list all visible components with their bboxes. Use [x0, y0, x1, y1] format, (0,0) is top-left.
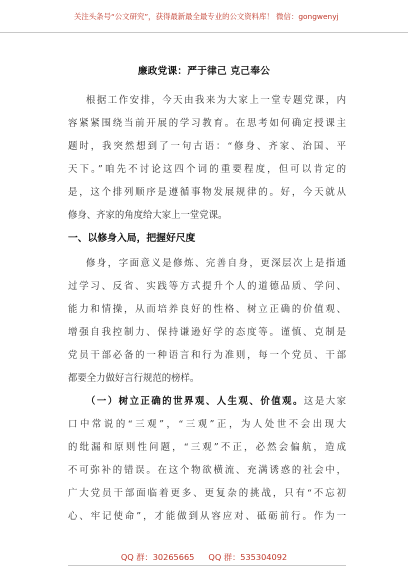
paragraph-1-line: 根据工作安排，今天由我来为大家上一堂专题党课，内 [86, 95, 346, 106]
paragraph-1-line: 天下。”咱先不讨论这四个词的重要程度，但可以肯定的 [68, 164, 346, 175]
footer-qq-group-2: QQ 群：535304092 [208, 552, 288, 562]
subsection-heading-1: （一）树立正确的世界观、人生观、价值观。 [86, 396, 304, 407]
paragraph-2-line: 修身，字面意义是修炼、完善自身，更深层次上是指通 [86, 258, 346, 269]
paragraph-2-line: 党员干部必备的一种语言和行为准则，每一个党员、干部 [68, 350, 346, 361]
paragraph-2-line: 能力和情操，从而培养良好的性格、树立正确的价值观、 [68, 304, 346, 315]
paragraph-3-first-line [86, 394, 346, 410]
paragraph-1-line: 修身、齐家的角度给大家上一堂党课。 [68, 210, 228, 221]
paragraph-3-line: 口中常说的“三观”，“三观”正，为人处世不会出现大 [68, 419, 346, 430]
paragraph-2-line: 增强自我控制力、保持谦逊好学的态度等。谨慎、克制是 [68, 327, 346, 338]
header-promo-banner [0, 6, 408, 33]
paragraph-3-line: 的纰漏和原则性问题，“三观”不正，必然会偏航，造成 [68, 442, 346, 453]
paragraph-3-line: 心、牢记使命”，才能做到从容应对、砥砺前行。作为一 [68, 511, 346, 522]
header-promo-text: 关注头条号“公文研究”，获得最新最全最专业的公文资料库！ 微信：gongwenyj [74, 12, 339, 21]
footer-qq-group-1: QQ 群：30265665 [120, 552, 195, 562]
paragraph-3-lead-tail: 这是大家 [303, 396, 346, 407]
paragraph-2-line: 过学习、反省、实践等方式提升个人的道德品质、学问、 [68, 281, 346, 292]
paragraph-2-line: 都要全力做好言行规范的榜样。 [68, 373, 200, 384]
paragraph-1-line: 容紧紧围绕当前开展的学习教育。在思考如何确定授课主 [68, 118, 346, 129]
footer-divider [68, 565, 346, 566]
paragraph-1-line: 是，这个排列顺序是遵循事物发展规律的。好，今天就从 [68, 187, 346, 198]
paragraph-3-line: 不可弥补的错误。在这个物欲横流、充满诱惑的社会中， [68, 465, 346, 476]
paragraph-3-line: 广大党员干部面临着更多、更复杂的挑战，只有“不忘初 [68, 488, 346, 499]
paragraph-1-line: 题时，我突然想到了一句古语：“修身、齐家、治国、平 [68, 141, 346, 152]
section-heading-1: 一、以修身入局，把握好尺度 [68, 233, 196, 244]
document-title: 廉政党课：严于律己 克己奉公 [137, 66, 271, 77]
footer-contact [0, 552, 408, 563]
